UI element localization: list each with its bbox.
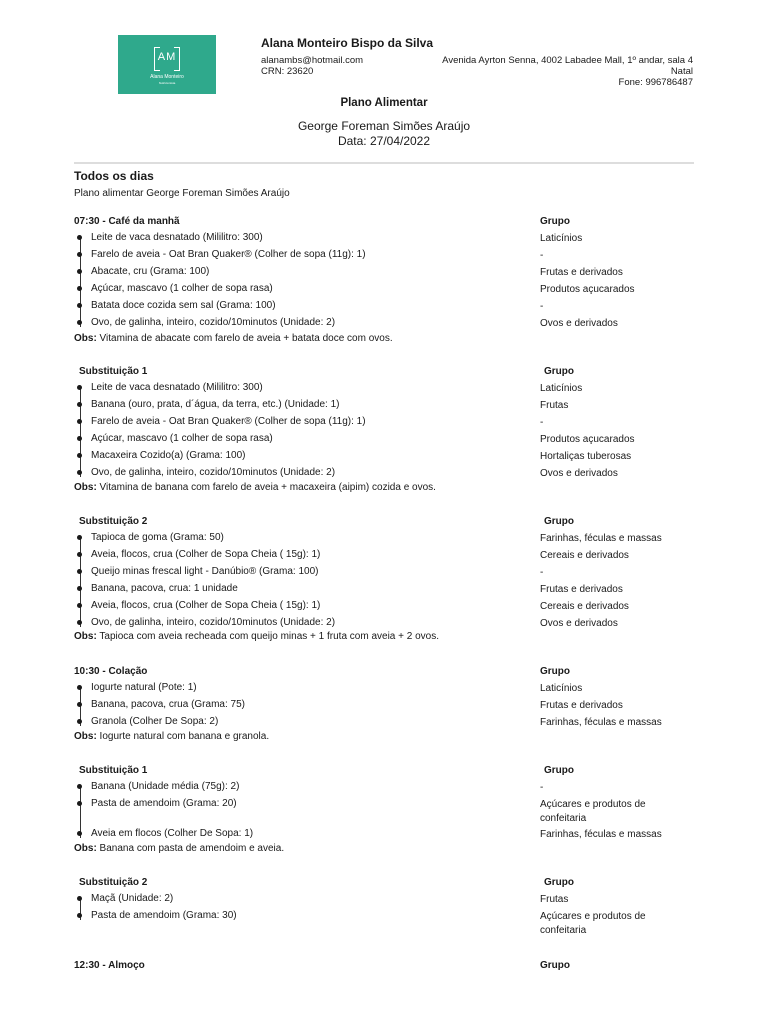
food-item: [74, 433, 694, 450]
meal-observation: [74, 482, 436, 493]
food-item: [74, 283, 694, 300]
group-column-header: Grupo: [540, 216, 570, 227]
food-item-group: Farinhas, féculas e massas: [540, 829, 662, 840]
food-item-name: Ovo, de galinha, inteiro, cozido/10minutos (Unidade: 2): [91, 317, 336, 328]
food-item-name: Pasta de amendoim (Grama: 20): [91, 798, 237, 809]
food-item-group: Açúcares e produtos de confeitaria: [540, 911, 646, 936]
food-item: [74, 893, 694, 910]
bullet-dot-icon: [77, 702, 82, 707]
bullet-dot-icon: [77, 784, 82, 789]
observation-text: Iogurte natural com banana e granola.: [96, 731, 270, 742]
bullet-dot-icon: [77, 603, 82, 608]
food-item-name: Maçã (Unidade: 2): [91, 893, 174, 904]
food-item-name: Farelo de aveia - Oat Bran Quaker® (Colher de sopa (11g): 1): [91, 249, 366, 260]
bullet-dot-icon: [77, 719, 82, 724]
food-item-name: Ovo, de galinha, inteiro, cozido/10minutos (Unidade: 2): [91, 467, 336, 478]
bullet-dot-icon: [77, 552, 82, 557]
bullet-dot-icon: [77, 303, 82, 308]
bullet-dot-icon: [77, 320, 82, 325]
observation-text: Tapioca com aveia recheada com queijo minas + 1 fruta com aveia + 2 ovos.: [96, 631, 440, 642]
food-item-group: Hortaliças tuberosas: [540, 451, 632, 462]
food-item-group: Ovos e derivados: [540, 618, 618, 629]
section-description: Plano alimentar George Foreman Simões Araújo: [74, 188, 290, 199]
food-item: [74, 549, 694, 566]
food-item-name: Farelo de aveia - Oat Bran Quaker® (Colher de sopa (11g): 1): [91, 416, 366, 427]
food-item: [74, 317, 694, 334]
meal-title: Substituição 1: [79, 765, 148, 776]
food-item-group: -: [540, 250, 544, 261]
food-item-group: Farinhas, féculas e massas: [540, 533, 662, 544]
logo-subtitle: Nutricionista: [158, 81, 176, 85]
bullet-dot-icon: [77, 913, 82, 918]
professional-crn: CRN: 23620: [261, 66, 314, 77]
food-item-name: Banana (ouro, prata, d´água, da terra, etc.) (Unidade: 1): [91, 399, 340, 410]
food-item: [74, 566, 694, 583]
observation-label: Obs:: [74, 731, 97, 742]
food-item: [74, 249, 694, 266]
food-item-group: -: [540, 417, 544, 428]
observation-text: Banana com pasta de amendoim e aveia.: [96, 843, 285, 854]
food-item: [74, 266, 694, 283]
food-item-group: Farinhas, féculas e massas: [540, 717, 662, 728]
bullet-dot-icon: [77, 685, 82, 690]
brand-logo: [118, 35, 216, 94]
food-item-group: Frutas: [540, 400, 569, 411]
food-item-group: Ovos e derivados: [540, 318, 618, 329]
patient-name: George Foreman Simões Araújo: [297, 119, 471, 133]
meal-title: Substituição 2: [79, 516, 148, 527]
observation-label: Obs:: [74, 843, 97, 854]
food-item-name: Banana, pacova, crua (Grama: 75): [91, 699, 245, 710]
food-item: [74, 682, 694, 699]
bullet-dot-icon: [77, 419, 82, 424]
food-item: [74, 600, 694, 617]
bullet-dot-icon: [77, 252, 82, 257]
food-item-group: -: [540, 782, 544, 793]
bullet-dot-icon: [77, 385, 82, 390]
document-date: Data: 27/04/2022: [337, 134, 431, 148]
food-item-group: Ovos e derivados: [540, 468, 618, 479]
food-item: [74, 450, 694, 467]
document-title: Plano Alimentar: [340, 97, 428, 109]
food-item-group: Frutas e derivados: [540, 584, 623, 595]
bullet-dot-icon: [77, 402, 82, 407]
food-item-name: Granola (Colher De Sopa: 2): [91, 716, 219, 727]
food-item-group: Produtos açucarados: [540, 434, 635, 445]
food-item-group: -: [540, 567, 544, 578]
observation-label: Obs:: [74, 482, 97, 493]
food-item-group: Frutas e derivados: [540, 267, 623, 278]
bullet-dot-icon: [77, 269, 82, 274]
food-item-name: Queijo minas frescal light - Danúbio® (Grama: 100): [91, 566, 319, 577]
professional-email[interactable]: alanambs@hotmail.com: [261, 55, 364, 66]
food-item: [74, 232, 694, 249]
meal-observation: [74, 731, 269, 742]
food-item-group: Açúcares e produtos de confeitaria: [540, 799, 646, 824]
food-item: [74, 300, 694, 317]
meal-title: 12:30 - Almoço: [74, 960, 145, 971]
food-item-group: Produtos açucarados: [540, 284, 635, 295]
group-column-header: Grupo: [544, 366, 574, 377]
bullet-dot-icon: [77, 586, 82, 591]
observation-text: Vitamina de banana com farelo de aveia + macaxeira (aipim) cozida e ovos.: [96, 482, 436, 493]
meal-observation: [74, 631, 439, 642]
food-item: [74, 910, 694, 936]
meal-observation: [74, 843, 284, 854]
logo-monogram: AM: [157, 51, 177, 63]
food-item-group: Laticínios: [540, 383, 583, 394]
food-item-name: Ovo, de galinha, inteiro, cozido/10minutos (Unidade: 2): [91, 617, 336, 628]
bullet-dot-icon: [77, 831, 82, 836]
food-item-name: Abacate, cru (Grama: 100): [91, 266, 210, 277]
food-item-name: Aveia, flocos, crua (Colher de Sopa Cheia ( 15g): 1): [91, 600, 321, 611]
food-item: [74, 798, 694, 824]
food-item-name: Açúcar, mascavo (1 colher de sopa rasa): [91, 433, 273, 444]
professional-name: Alana Monteiro Bispo da Silva: [261, 36, 434, 50]
observation-text: Vitamina de abacate com farelo de aveia + batata doce com ovos.: [96, 333, 393, 344]
group-column-header: Grupo: [544, 765, 574, 776]
bullet-dot-icon: [77, 620, 82, 625]
group-column-header: Grupo: [540, 960, 570, 971]
food-item-name: Banana (Unidade média (75g): 2): [91, 781, 240, 792]
bullet-dot-icon: [77, 569, 82, 574]
bullet-dot-icon: [77, 535, 82, 540]
food-item: [74, 583, 694, 600]
food-item: [74, 416, 694, 433]
food-item-name: Açúcar, mascavo (1 colher de sopa rasa): [91, 283, 273, 294]
food-item-name: Leite de vaca desnatado (Mililitro: 300): [91, 232, 263, 243]
group-column-header: Grupo: [544, 516, 574, 527]
bullet-dot-icon: [77, 470, 82, 475]
group-column-header: Grupo: [544, 877, 574, 888]
food-item-group: Cereais e derivados: [540, 550, 629, 561]
meal-title: 10:30 - Colação: [74, 666, 148, 677]
food-item-name: Macaxeira Cozido(a) (Grama: 100): [91, 450, 246, 461]
food-item-group: Frutas: [540, 894, 569, 905]
meal-title: 07:30 - Café da manhã: [74, 216, 180, 227]
food-item: [74, 781, 694, 798]
food-item-name: Leite de vaca desnatado (Mililitro: 300): [91, 382, 263, 393]
section-title: Todos os dias: [74, 169, 154, 183]
observation-label: Obs:: [74, 333, 97, 344]
header-divider: [74, 162, 694, 164]
professional-city: Natal: [670, 66, 693, 77]
food-item-group: Laticínios: [540, 683, 583, 694]
food-item-name: Aveia em flocos (Colher De Sopa: 1): [91, 828, 254, 839]
bullet-dot-icon: [77, 801, 82, 806]
meal-observation: [74, 333, 393, 344]
bullet-dot-icon: [77, 453, 82, 458]
food-item-group: Frutas e derivados: [540, 700, 623, 711]
food-item-name: Tapioca de goma (Grama: 50): [91, 532, 224, 543]
bullet-dot-icon: [77, 436, 82, 441]
meal-title: Substituição 1: [79, 366, 148, 377]
logo-name: Alana Monteiro: [150, 74, 184, 80]
bullet-dot-icon: [77, 896, 82, 901]
group-column-header: Grupo: [540, 666, 570, 677]
food-item-name: Iogurte natural (Pote: 1): [91, 682, 197, 693]
food-item: [74, 699, 694, 716]
food-item: [74, 382, 694, 399]
food-item-group: -: [540, 301, 544, 312]
professional-phone: Fone: 996786487: [618, 77, 693, 88]
food-item: [74, 399, 694, 416]
food-item-name: Banana, pacova, crua: 1 unidade: [91, 583, 238, 594]
food-item-name: Batata doce cozida sem sal (Grama: 100): [91, 300, 276, 311]
observation-label: Obs:: [74, 631, 97, 642]
food-item-group: Cereais e derivados: [540, 601, 629, 612]
food-item-group: Laticínios: [540, 233, 583, 244]
food-item-name: Pasta de amendoim (Grama: 30): [91, 910, 237, 921]
bullet-dot-icon: [77, 235, 82, 240]
meal-title: Substituição 2: [79, 877, 148, 888]
professional-address: Avenida Ayrton Senna, 4002 Labadee Mall, 1º andar, sala 4: [442, 55, 693, 66]
food-item: [74, 532, 694, 549]
bullet-dot-icon: [77, 286, 82, 291]
food-item-name: Aveia, flocos, crua (Colher de Sopa Cheia ( 15g): 1): [91, 549, 321, 560]
